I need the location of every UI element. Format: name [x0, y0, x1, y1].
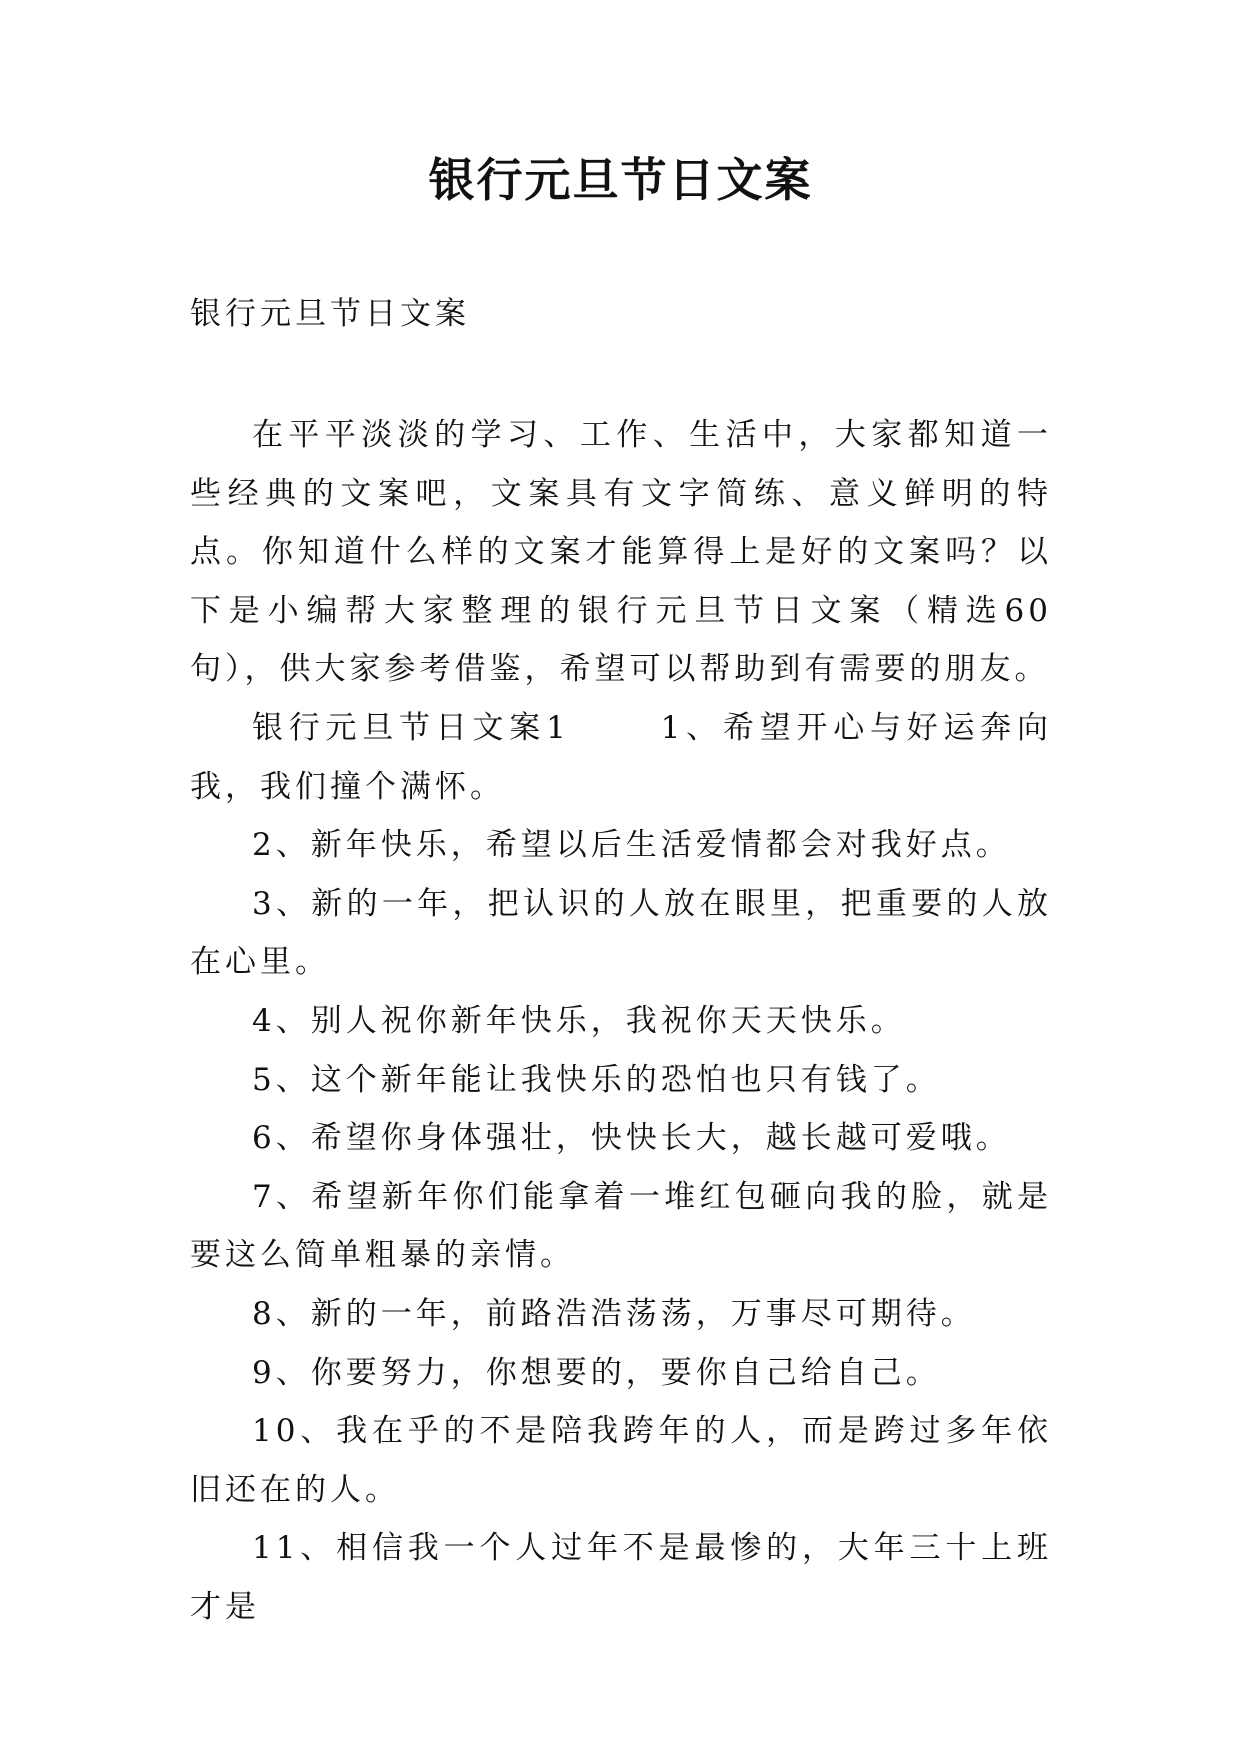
copy-item-5: 5、这个新年能让我快乐的恐怕也只有钱了。 — [252, 1061, 941, 1098]
document-body — [190, 406, 1052, 1636]
copy-item-2: 2、新年快乐，希望以后生活爱情都会对我好点。 — [252, 827, 1011, 864]
copy-item-8: 8、新的一年，前路浩浩荡荡，万事尽可期待。 — [252, 1295, 976, 1332]
copy-item-1: 银行元旦节日文案1 1、希望开心与好运奔向我，我们撞个满怀。 — [190, 709, 1052, 805]
copy-item-6: 6、希望你身体强壮，快快长大，越长越可爱哦。 — [252, 1120, 1011, 1157]
copy-item-9: 9、你要努力，你想要的，要你自己给自己。 — [252, 1354, 941, 1391]
document-title: 银行元旦节日文案 — [428, 153, 813, 207]
copy-item-11: 11、相信我一个人过年不是最惨的，大年三十上班才是 — [190, 1530, 1052, 1625]
copy-item-3: 3、新的一年，把认识的人放在眼里，把重要的人放在心里。 — [190, 885, 1052, 981]
document-subtitle: 银行元旦节日文案 — [190, 296, 470, 332]
copy-item-4: 4、别人祝你新年快乐，我祝你天天快乐。 — [252, 1002, 906, 1039]
copy-item-10: 10、我在乎的不是陪我跨年的人，而是跨过多年依旧还在的人。 — [190, 1413, 1052, 1508]
intro-paragraph: 在平平淡淡的学习、工作、生活中，大家都知道一些经典的文案吧，文案具有文字简练、意义鲜明的特点。你知道什么样的文案才能算得上是好的文案吗？以下是小编帮大家整理的银行元旦节日文案（精选60句），供大家参考借鉴，希望可以帮助到有需要的朋友。 — [190, 417, 1052, 688]
copy-item-7: 7、希望新年你们能拿着一堆红包砸向我的脸，就是要这么简单粗暴的亲情。 — [190, 1178, 1052, 1274]
